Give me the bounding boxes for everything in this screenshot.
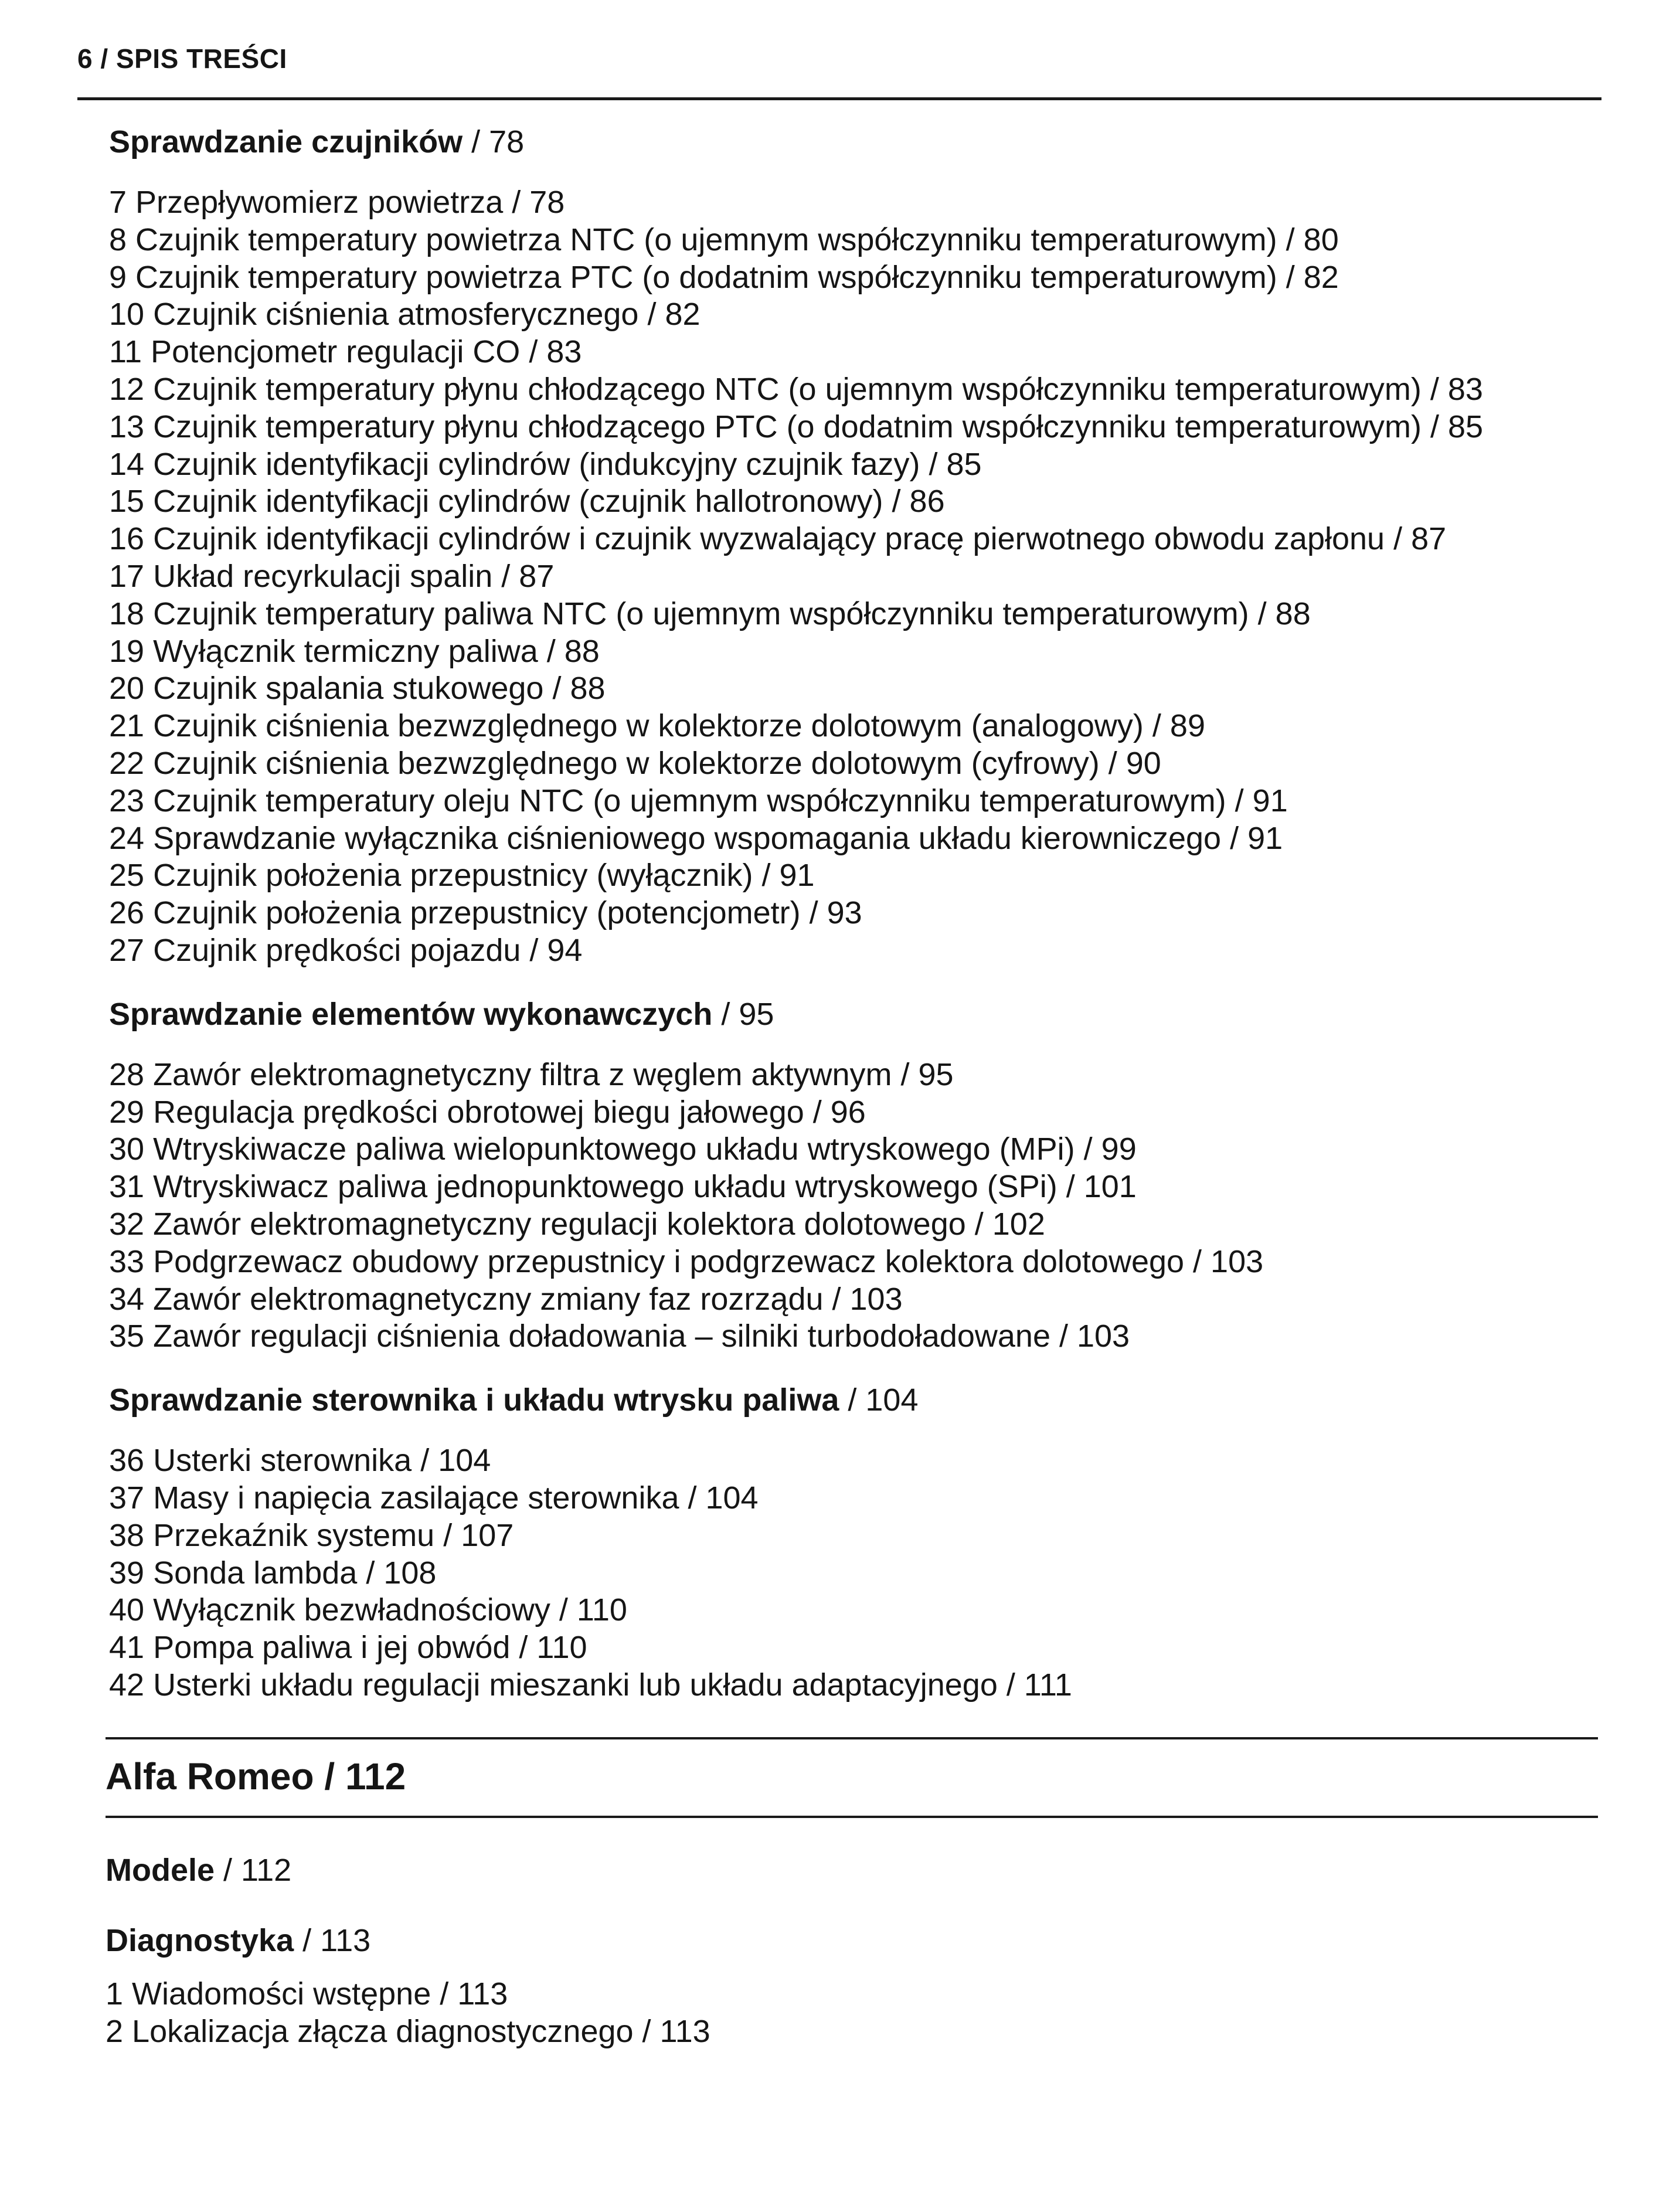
toc-entry: 21 Czujnik ciśnienia bezwzględnego w kolektorze dolotowym (analogowy) / 89 [109, 708, 1205, 744]
toc-entry: 33 Podgrzewacz obudowy przepustnicy i podgrzewacz kolektora dolotowego / 103 [109, 1243, 1264, 1279]
toc-entry: 10 Czujnik ciśnienia atmosferycznego / 82 [109, 297, 701, 332]
toc-entry: 26 Czujnik położenia przepustnicy (potencjometr) / 93 [109, 895, 862, 931]
toc-entry: 17 Układ recyrkulacji spalin / 87 [109, 558, 555, 594]
chapter-content [106, 1851, 1606, 2051]
toc-entry: 11 Potencjometr regulacji CO / 83 [109, 334, 582, 370]
toc-entry: 35 Zawór regulacji ciśnienia doładowania – silniki turbodoładowane / 103 [109, 1319, 1130, 1354]
toc-list-diagnostics [106, 1976, 1606, 2051]
toc-list-actuators [109, 1056, 1610, 1355]
toc-entry: 2 Lokalizacja złącza diagnostycznego / 113 [106, 2013, 710, 2049]
toc-entry: 8 Czujnik temperatury powietrza NTC (o ujemnym współczynniku temperaturowym) / 80 [109, 222, 1339, 257]
toc-entry: 41 Pompa paliwa i jej obwód / 110 [109, 1630, 587, 1666]
section-heading-diagnostics [106, 1922, 1606, 1959]
toc-list-sensors [109, 184, 1610, 970]
toc-list-ecu [109, 1442, 1610, 1704]
toc-entry: 37 Masy i napięcia zasilające sterownika / 104 [109, 1480, 759, 1516]
toc-entry: 39 Sonda lambda / 108 [109, 1555, 437, 1591]
toc-entry: 27 Czujnik prędkości pojazdu / 94 [109, 932, 583, 968]
section-title: Sprawdzanie czujników [109, 124, 463, 159]
toc-content [109, 123, 1610, 1704]
running-header [77, 41, 1601, 76]
toc-entry: 29 Regulacja prędkości obrotowej biegu jałowego / 96 [109, 1094, 866, 1130]
section-page: / 95 [712, 996, 774, 1032]
toc-entry: 36 Usterki sterownika / 104 [109, 1443, 491, 1479]
toc-entry: 13 Czujnik temperatury płynu chłodzącego PTC (o dodatnim współczynniku temperaturowym) / 85 [109, 409, 1484, 444]
toc-entry: 40 Wyłącznik bezwładnościowy / 110 [109, 1592, 627, 1628]
section-title: Sprawdzanie elementów wykonawczych [109, 996, 713, 1032]
toc-entry: 7 Przepływomierz powietrza / 78 [109, 185, 565, 220]
toc-entry: 31 Wtryskiwacz paliwa jednopunktowego układu wtryskowego (SPi) / 101 [109, 1169, 1137, 1205]
page-number: 6 [77, 43, 93, 74]
section-title: Diagnostyka [106, 1923, 294, 1958]
toc-entry: 16 Czujnik identyfikacji cylindrów i czujnik wyzwalający pracę pierwotnego obwodu zapłonu / 87 [109, 521, 1447, 557]
chapter-rule-bottom [106, 1816, 1598, 1818]
toc-entry: 15 Czujnik identyfikacji cylindrów (czujnik hallotronowy) / 86 [109, 484, 945, 519]
toc-entry: 12 Czujnik temperatury płynu chłodzącego NTC (o ujemnym współczynniku temperaturowym) / 83 [109, 371, 1483, 407]
section-title: Sprawdzanie sterownika i układu wtrysku paliwa [109, 1382, 839, 1418]
section-page: / 104 [839, 1382, 919, 1418]
section-page: / 112 [215, 1853, 292, 1888]
section-title: Modele [106, 1853, 215, 1888]
header-section-title: SPIS TREŚCI [115, 43, 287, 74]
toc-entry: 34 Zawór elektromagnetyczny zmiany faz rozrządu / 103 [109, 1281, 903, 1317]
toc-entry: 24 Sprawdzanie wyłącznika ciśnieniowego wspomagania układu kierowniczego / 91 [109, 820, 1283, 856]
toc-entry: 30 Wtryskiwacze paliwa wielopunktowego układu wtryskowego (MPi) / 99 [109, 1132, 1137, 1167]
section-page: / 113 [294, 1923, 371, 1958]
toc-entry: 25 Czujnik położenia przepustnicy (wyłącznik) / 91 [109, 858, 815, 893]
header-separator: / [93, 43, 116, 74]
toc-entry: 42 Usterki układu regulacji mieszanki lub układu adaptacyjnego / 111 [109, 1667, 1072, 1703]
chapter-title: Alfa Romeo / 112 [106, 1755, 406, 1798]
toc-entry: 28 Zawór elektromagnetyczny filtra z węglem aktywnym / 95 [109, 1056, 954, 1092]
section-heading-sensors [109, 123, 1610, 161]
toc-entry: 19 Wyłącznik termiczny paliwa / 88 [109, 633, 600, 669]
header-rule [77, 97, 1601, 100]
section-page: / 78 [463, 124, 525, 159]
toc-entry: 9 Czujnik temperatury powietrza PTC (o dodatnim współczynniku temperaturowym) / 82 [109, 259, 1339, 295]
chapter-rule-top [106, 1737, 1598, 1739]
page-header [77, 41, 1601, 76]
toc-entry: 23 Czujnik temperatury oleju NTC (o ujemnym współczynniku temperaturowym) / 91 [109, 783, 1288, 818]
toc-entry: 38 Przekaźnik systemu / 107 [109, 1517, 514, 1553]
section-heading-models [106, 1851, 1606, 1889]
toc-entry: 14 Czujnik identyfikacji cylindrów (indukcyjny czujnik fazy) / 85 [109, 446, 982, 482]
toc-entry: 1 Wiadomości wstępne / 113 [106, 1976, 508, 2011]
toc-entry: 20 Czujnik spalania stukowego / 88 [109, 671, 606, 706]
section-heading-ecu [109, 1381, 1610, 1419]
toc-entry: 22 Czujnik ciśnienia bezwzględnego w kolektorze dolotowym (cyfrowy) / 90 [109, 745, 1161, 781]
section-heading-actuators [109, 995, 1610, 1033]
toc-entry: 32 Zawór elektromagnetyczny regulacji kolektora dolotowego / 102 [109, 1206, 1045, 1242]
toc-entry: 18 Czujnik temperatury paliwa NTC (o ujemnym współczynniku temperaturowym) / 88 [109, 596, 1311, 631]
